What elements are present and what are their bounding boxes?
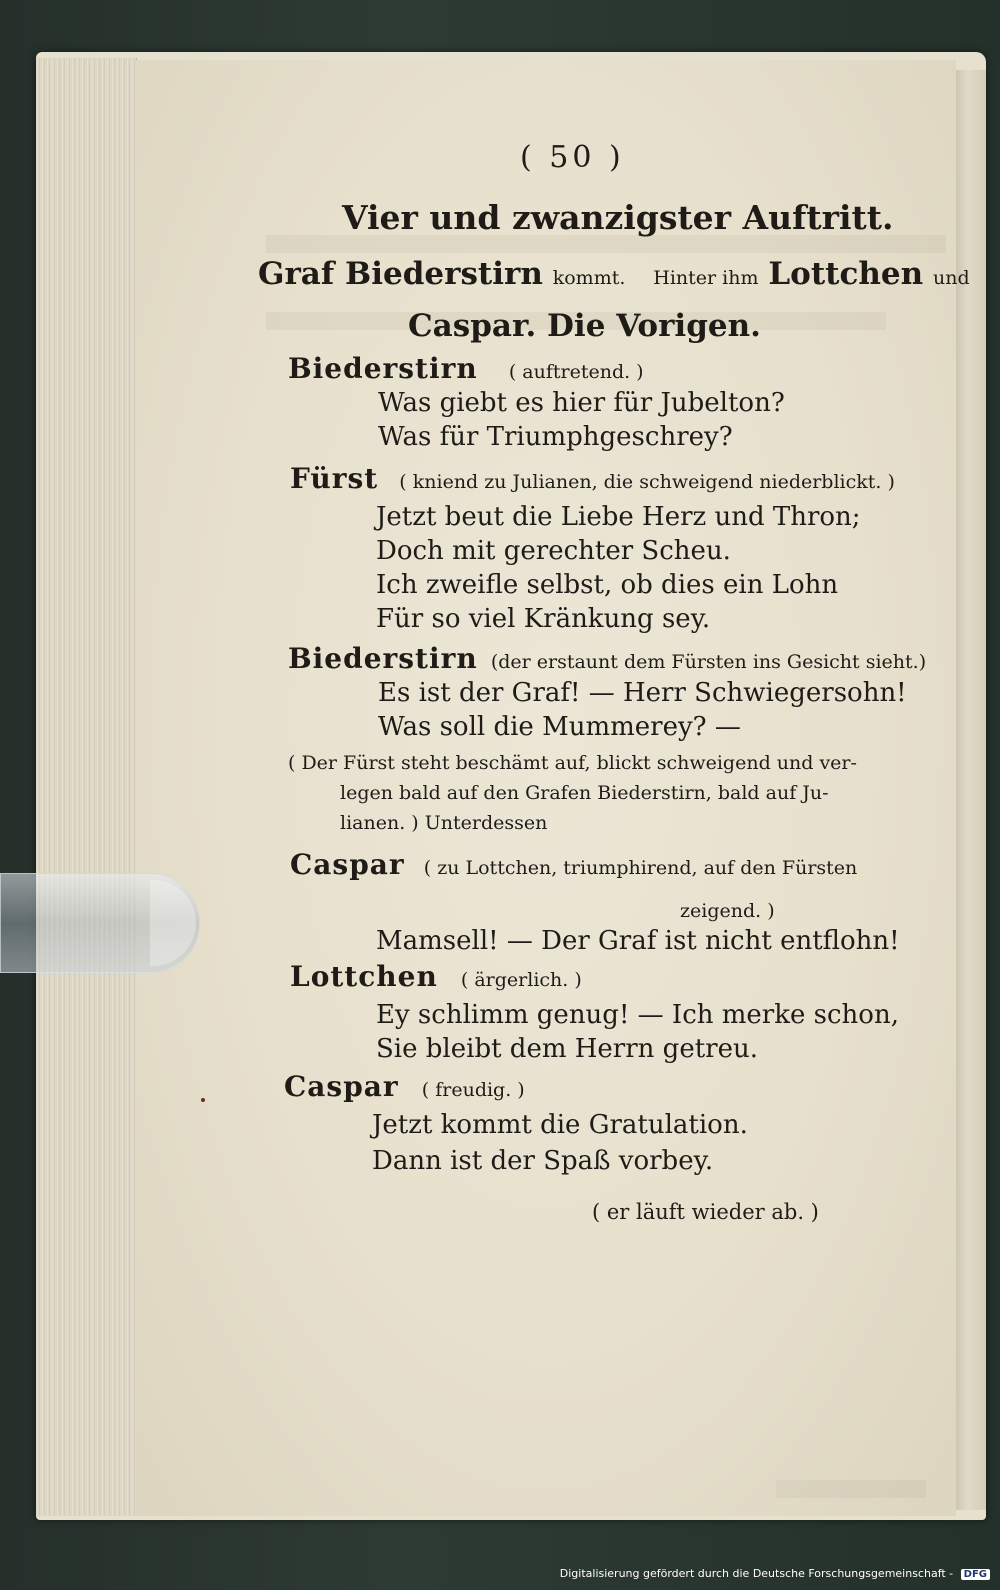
entry-small-text: kommt. bbox=[552, 267, 626, 289]
speaker-name: Biederstirn bbox=[288, 642, 478, 675]
footer-credit bbox=[560, 1567, 990, 1580]
stage-direction-entry-line2: Caspar. Die Vorigen. bbox=[408, 308, 761, 344]
dialogue-speaker-line bbox=[290, 462, 895, 495]
stage-direction: ( freudig. ) bbox=[421, 1079, 525, 1101]
verse-line: Sie bleibt dem Herrn getreu. bbox=[376, 1034, 758, 1064]
speaker-name: Biederstirn bbox=[288, 352, 478, 385]
paper-speck bbox=[201, 1098, 205, 1102]
exit-direction: ( er läuft wieder ab. ) bbox=[592, 1200, 819, 1224]
dialogue-speaker-line bbox=[288, 352, 644, 385]
show-through-smudge bbox=[266, 235, 946, 253]
verse-line: Es ist der Graf! — Herr Schwiegersohn! bbox=[378, 678, 907, 708]
verse-line: Dann ist der Spaß vorbey. bbox=[372, 1146, 714, 1176]
stage-direction: ( zu Lottchen, triumphirend, auf den Fürsten bbox=[423, 857, 858, 879]
stage-direction: (der erstaunt dem Fürsten ins Gesicht sieht.) bbox=[490, 651, 927, 673]
verse-line: Mamsell! — Der Graf ist nicht entflohn! bbox=[376, 926, 900, 956]
stage-direction: ( kniend zu Julianen, die schweigend niederblickt. ) bbox=[399, 471, 895, 493]
speaker-name: Caspar bbox=[284, 1070, 399, 1103]
stage-direction-block-line: lianen. ) Unterdessen bbox=[340, 812, 548, 834]
dialogue-speaker-line bbox=[284, 1070, 525, 1103]
entry-name-large: Lottchen bbox=[768, 256, 924, 292]
stage-direction-entry bbox=[258, 256, 970, 292]
footer-credit-text: Digitalisierung gefördert durch die Deutsche Forschungsgemeinschaft - bbox=[559, 1567, 954, 1580]
dialogue-speaker-line bbox=[288, 642, 926, 675]
stage-direction: ( ärgerlich. ) bbox=[460, 969, 582, 991]
verse-line: Was soll die Mummerey? — bbox=[378, 712, 741, 742]
page-stack-edges bbox=[36, 58, 137, 1516]
entry-small-text: und bbox=[933, 267, 970, 289]
dialogue-speaker-line bbox=[290, 848, 857, 881]
verse-line: Was für Triumphgeschrey? bbox=[378, 422, 733, 452]
verse-line: Doch mit gerechter Scheu. bbox=[376, 536, 731, 566]
entry-small-text: Hinter ihm bbox=[653, 267, 759, 289]
verse-line: Für so viel Kränkung sey. bbox=[376, 604, 711, 634]
verse-line: Jetzt beut die Liebe Herz und Thron; bbox=[376, 502, 861, 532]
show-through-smudge bbox=[776, 1480, 926, 1498]
speaker-name: Caspar bbox=[290, 848, 405, 881]
page-number: ( 50 ) bbox=[520, 140, 625, 175]
entry-name-large: Graf Biederstirn bbox=[258, 256, 543, 292]
speaker-name: Lottchen bbox=[290, 960, 438, 993]
verse-line: Ich zweifle selbst, ob dies ein Lohn bbox=[376, 570, 839, 600]
verse-line: Was giebt es hier für Jubelton? bbox=[378, 388, 785, 418]
dialogue-speaker-line bbox=[290, 960, 582, 993]
speaker-name: Fürst bbox=[290, 462, 379, 495]
stage-direction-block-line: legen bald auf den Grafen Biederstirn, bald auf Ju- bbox=[340, 782, 829, 804]
stage-direction-continuation: zeigend. ) bbox=[680, 900, 775, 922]
verse-line: Jetzt kommt die Gratulation. bbox=[372, 1110, 748, 1140]
stage-direction: ( auftretend. ) bbox=[508, 361, 644, 383]
stage-direction-block-line: ( Der Fürst steht beschämt auf, blickt schweigend und ver- bbox=[288, 752, 857, 774]
scene-heading: Vier und zwanzigster Auftritt. bbox=[342, 198, 894, 237]
verse-line: Ey schlimm genug! — Ich merke schon, bbox=[376, 1000, 899, 1030]
dfg-logo: DFG bbox=[961, 1569, 990, 1580]
